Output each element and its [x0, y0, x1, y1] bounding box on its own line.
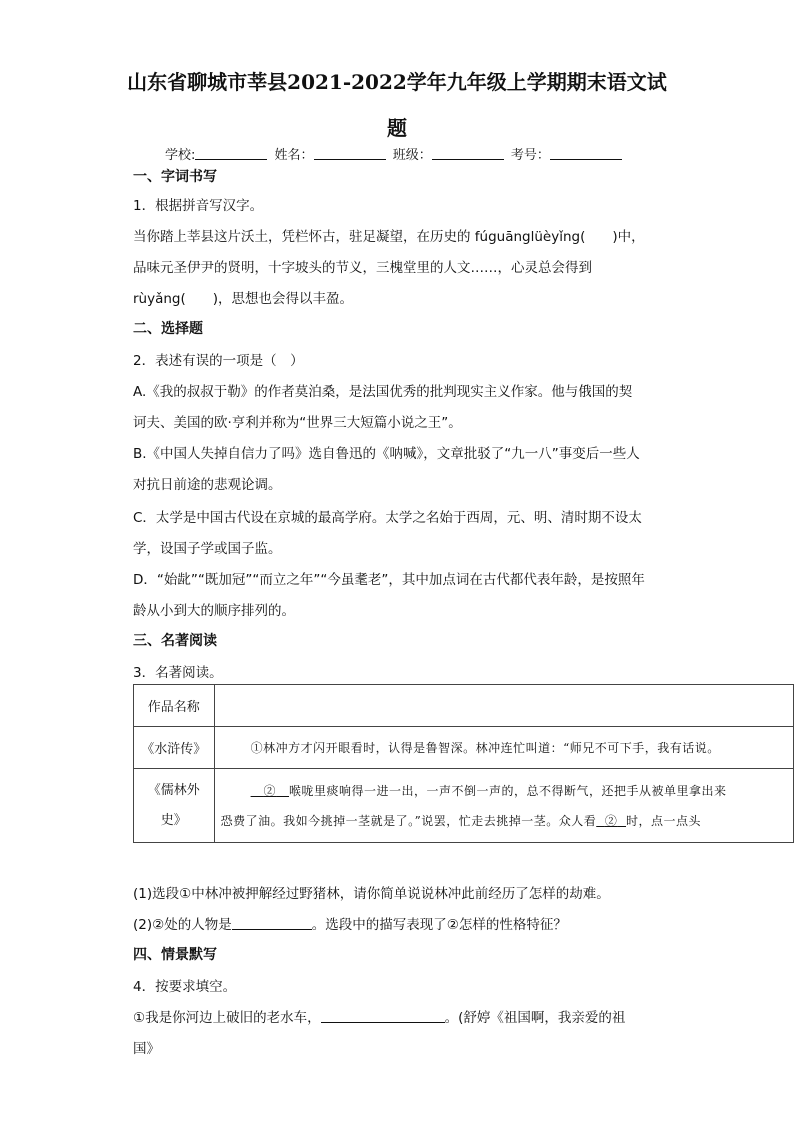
question-1-text-line: rùyǎng( )，思想也会得以丰盈。: [133, 291, 354, 307]
question-1-text-line: 品味元圣伊尹的贤明，十字坡头的节义，三槐堂里的人文……，心灵总会得到: [133, 260, 592, 276]
section-heading-3: 三、名著阅读: [133, 633, 217, 649]
answer-blank[interactable]: [232, 917, 312, 930]
class-blank[interactable]: [432, 147, 504, 160]
exam-number-label: 考号：: [510, 148, 550, 163]
answer-blank[interactable]: [321, 1010, 445, 1023]
question-3-subquestion-1: (1)选段①中林冲被押解经过野猪林，请你简单说说林冲此前经历了怎样的劫难。: [133, 886, 610, 902]
name-blank[interactable]: [314, 147, 386, 160]
option-a-line: A.《我的叔叔于勒》的作者莫泊桑，是法国优秀的批判现实主义作家。他与俄国的契: [133, 384, 633, 400]
question-3-stem: 3．名著阅读。: [133, 665, 223, 681]
question-3-subquestion-2: (2)②处的人物是 。选段中的描写表现了②怎样的性格特征？: [133, 917, 567, 933]
excerpt-cell: [214, 727, 793, 769]
question-4-line: 国》: [133, 1041, 160, 1057]
excerpt-cell: [214, 769, 793, 843]
section-heading-4: 四、情景默写: [133, 947, 217, 963]
option-d-line: 龄从小到大的顺序排列的。: [133, 603, 295, 619]
school-blank[interactable]: [195, 147, 267, 160]
question-4-stem: 4．按要求填空。: [133, 979, 237, 995]
school-label: 学校:: [165, 148, 196, 163]
excerpt-2-line: ② 喉咙里痰响得一进一出，一声不倒一声的，总不得断气，还把手从被单里拿出来: [215, 776, 793, 806]
table-header-cell: 作品名称: [134, 685, 215, 727]
blank-marker-2: ②: [263, 783, 277, 798]
name-label: 姓名：: [274, 148, 314, 163]
student-info-line: [165, 144, 625, 163]
class-label: 班级：: [392, 148, 432, 163]
option-c-line: 学，设国子学或国子监。: [133, 541, 282, 557]
work-name-line: 《儒林外: [147, 782, 200, 798]
blank-marker-2: ②: [604, 813, 618, 828]
question-2-stem: 2．表述有误的一项是（ ）: [133, 353, 304, 369]
section-heading-1: 一、字词书写: [133, 169, 217, 185]
option-c-line: C．太学是中国古代设在京城的最高学府。太学之名始于西周，元、明、清时期不设太: [133, 510, 642, 526]
option-d-line: D．“始龀”“既加冠”“而立之年”“今虽耄老”，其中加点词在古代都代表年龄，是按照年: [133, 572, 645, 588]
exam-title: 山东省聊城市莘县2021-2022学年九年级上学期期末语文试: [127, 70, 667, 94]
work-name-line: 史》: [160, 812, 187, 828]
section-heading-2: 二、选择题: [133, 321, 203, 337]
exam-title-continued: 题: [387, 116, 407, 140]
question-1-stem: 1．根据拼音写汉字。: [133, 198, 264, 214]
work-name-cell: 《水浒传》: [134, 727, 215, 769]
table-empty-cell: [214, 685, 793, 727]
work-name-cell: [134, 769, 215, 843]
excerpt-1-text: ①林冲方才闪开眼看时，认得是鲁智深。林冲连忙叫道：“师兄不可下手，我有话说。: [250, 741, 720, 755]
question-4-line: ①我是你河边上破旧的老水车， 。(舒婷《祖国啊，我亲爱的祖: [133, 1010, 626, 1026]
question-1-text-line: 当你踏上莘县这片沃土，凭栏怀古，驻足凝望，在历史的 fúguānglüèyǐng( )中，: [133, 229, 645, 245]
option-b-line: B.《中国人失掉自信力了吗》选自鲁迅的《呐喊》，文章批驳了“九一八”事变后一些人: [133, 446, 640, 462]
classics-table: [133, 684, 794, 843]
option-b-line: 对抗日前途的悲观论调。: [133, 477, 282, 493]
excerpt-2-line: 恐费了油。我如今挑掉一茎就是了。”说罢，忙走去挑掉一茎。众人看 ② 时，点一点头: [220, 813, 702, 828]
option-a-line: 诃夫、美国的欧·亨利并称为“世界三大短篇小说之王”。: [133, 415, 462, 431]
exam-number-blank[interactable]: [550, 147, 622, 160]
